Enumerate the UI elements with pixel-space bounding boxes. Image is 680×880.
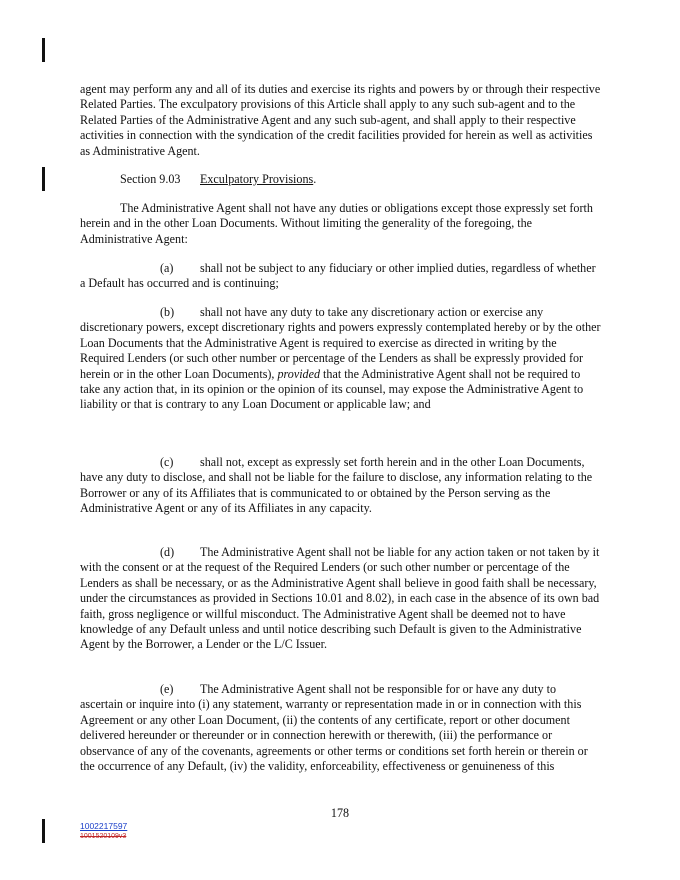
- clause-label: (e): [160, 682, 174, 696]
- clause-a: [80, 261, 602, 292]
- clause-text: The Administrative Agent shall not be responsible for or have any duty to ascertain or inquire into (i) any statement, warranty or representation made in or in connection with this Agreement or any other Loan Document, (ii) the contents of any certificate, report or other document delivered hereunder or thereunder or in connection herewith or therewith, (iii) the performance or observance of any of the covenants, agreements or other terms or conditions set forth herein or therein or the occurrence of any Default, (iv) the validity, enforceability, effectiveness or genuineness of this: [80, 682, 588, 774]
- clause-e: [80, 682, 602, 774]
- section-title-punct: .: [313, 172, 317, 186]
- clause-emphasis: provided: [277, 366, 321, 381]
- clause-b: [80, 305, 602, 413]
- clause-c: [80, 455, 602, 517]
- clause-label: (c): [160, 455, 174, 469]
- clause-text: shall not be subject to any fiduciary or other implied duties, regardless of whether a Default has occurred and is continuing;: [80, 261, 596, 291]
- paragraph-text: agent may perform any and all of its duties and exercise its rights and powers by or through their respective Related Parties. The exculpatory provisions of this Article shall apply to any such sub-agent and to the Related Parties of the Administrative Agent and any such sub-agent, and shall apply to their respective activities in connection with the syndication of the credit facilities provided for herein as well as activities as Administrative Agent.: [80, 82, 601, 158]
- section-heading: [120, 172, 316, 187]
- document-id-deleted: 1001520109v3: [80, 833, 127, 840]
- clause-d: [80, 545, 602, 653]
- section-title: Exculpatory Provisions: [200, 172, 314, 186]
- clause-label: (d): [160, 545, 175, 559]
- clause-text: shall not have any duty to take any discretionary action or exercise any discretionary powers, except discretionary rights and powers expressly contemplated hereby or by the other Loan Documents that the Administrative Agent is required to exercise as directed in writing by the Required Lenders (or such other number or percentage of the Lenders as shall be expressly provided for herein or in the other Loan Documents),: [80, 305, 601, 381]
- change-bar: [42, 38, 45, 62]
- clause-label: (b): [160, 305, 175, 319]
- section-number: Section 9.03: [120, 172, 181, 186]
- change-bar: [42, 819, 45, 843]
- top-paragraph: [80, 82, 602, 159]
- clause-text: The Administrative Agent shall not be liable for any action taken or not taken by it with the consent or at the request of the Required Lenders (or such other number or percentage of the Lenders as shall be necessary, or as the Administrative Agent shall believe in good faith shall be necessary, under the circumstances as provided in Sections 10.01 and 8.02), in each case in the absence of its own bad faith, gross negligence or willful misconduct. The Administrative Agent shall be deemed not to have knowledge of any Default unless and until notice describing such Default is given to the Administrative Agent by the Borrower, a Lender or the L/C Issuer.: [80, 545, 600, 652]
- clause-text: shall not, except as expressly set forth herein and in the other Loan Documents, have any duty to disclose, and shall not be liable for the failure to disclose, any information relating to the Borrower or any of its Affiliates that is communicated to or obtained by the Person serving as the Administrative Agent or any of its Affiliates in any capacity.: [80, 455, 593, 516]
- paragraph-text: The Administrative Agent shall not have any duties or obligations except those expressly set forth herein and in the other Loan Documents. Without limiting the generality of the foregoing, the Administrative Agent:: [80, 201, 593, 246]
- change-bar: [42, 167, 45, 191]
- page-number: 178: [330, 806, 350, 820]
- document-id-link[interactable]: 1002217597: [80, 821, 128, 831]
- clause-label: (a): [160, 261, 174, 275]
- intro-paragraph: [80, 201, 602, 247]
- clause-text: that the Administrative Agent shall not be required to take any action that, in its opinion or the opinion of its counsel, may expose the Administrative Agent to liability or that is contrary to any Loan Document or applicable law; and: [80, 366, 584, 412]
